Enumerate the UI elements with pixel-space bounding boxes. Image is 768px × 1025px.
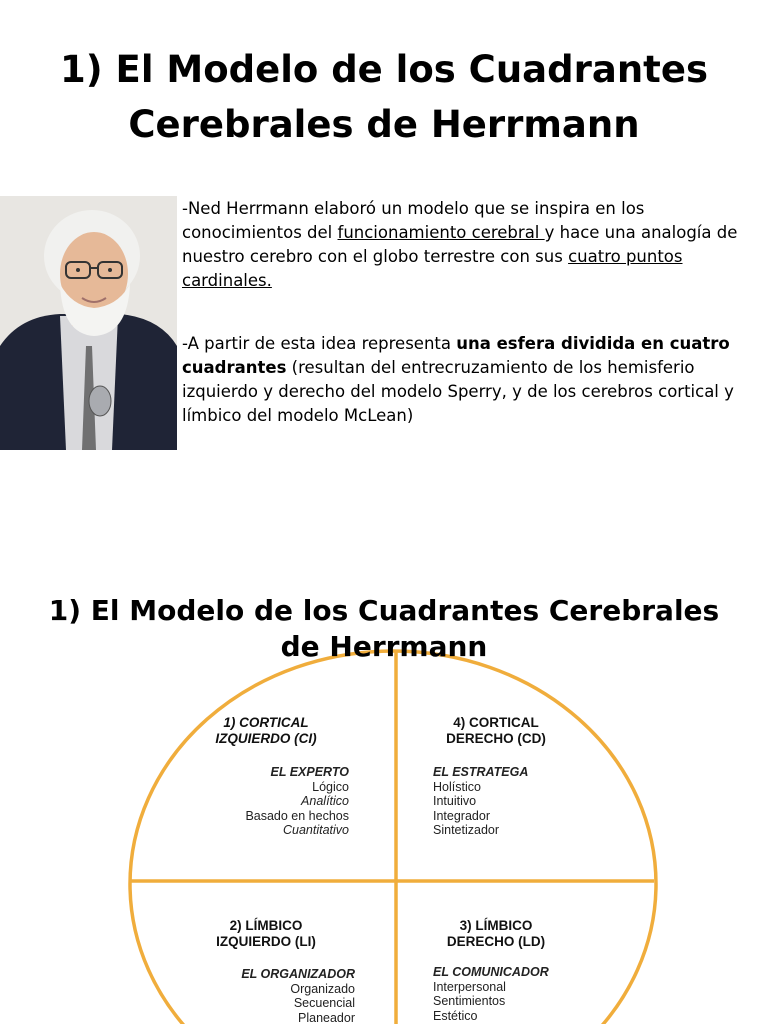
underlined-phrase: cuatro puntos cardinales.: [182, 247, 683, 290]
quadrant-cd-traits: EL ESTRATEGA Holístico Intuitivo Integrador Sintetizador: [433, 765, 529, 837]
quadrant-cd-heading: 4) CORTICAL DERECHO (CD): [446, 715, 546, 746]
paragraph-sphere: -A partir de esta idea representa una esfera dividida en cuatro cuadrantes (resultan del entrecruzamiento de los hemisferio izquierdo y derecho del modelo Sperry, y de los cerebros cortical y límbico del modelo McLean): [182, 334, 734, 425]
underlined-phrase: funcionamiento cerebral: [337, 223, 545, 242]
quadrant-li-traits: EL ORGANIZADOR Organizado Secuencial Planeador: [241, 967, 355, 1025]
slide1-title: 1) El Modelo de los Cuadrantes Cerebrales de Herrmann: [60, 48, 708, 146]
quadrant-ci-heading: 1) CORTICAL IZQUIERDO (CI): [215, 715, 317, 746]
bold-phrase: una esfera dividida en cuatro cuadrantes: [182, 334, 730, 377]
herrmann-portrait-image: [0, 196, 177, 450]
quadrant-ci-traits: EL EXPERTO Lógico Analítico Basado en hechos Cuantitativo: [245, 765, 349, 837]
quadrant-ld-heading: 3) LÍMBICO DERECHO (LD): [446, 918, 546, 949]
quadrant-li-heading: 2) LÍMBICO IZQUIERDO (LI): [216, 918, 316, 949]
quadrant-ld-traits: EL COMUNICADOR Interpersonal Sentimientos Estético: [433, 965, 549, 1023]
paragraph-intro: -Ned Herrmann elaboró un modelo que se inspira en los conocimientos del funcionamiento cerebral y hace una analogía de nuestro cerebro con el globo terrestre con sus cuatro puntos cardinales.: [182, 199, 738, 290]
slide2-title: 1) El Modelo de los Cuadrantes Cerebrales de Herrmann: [48, 594, 720, 663]
